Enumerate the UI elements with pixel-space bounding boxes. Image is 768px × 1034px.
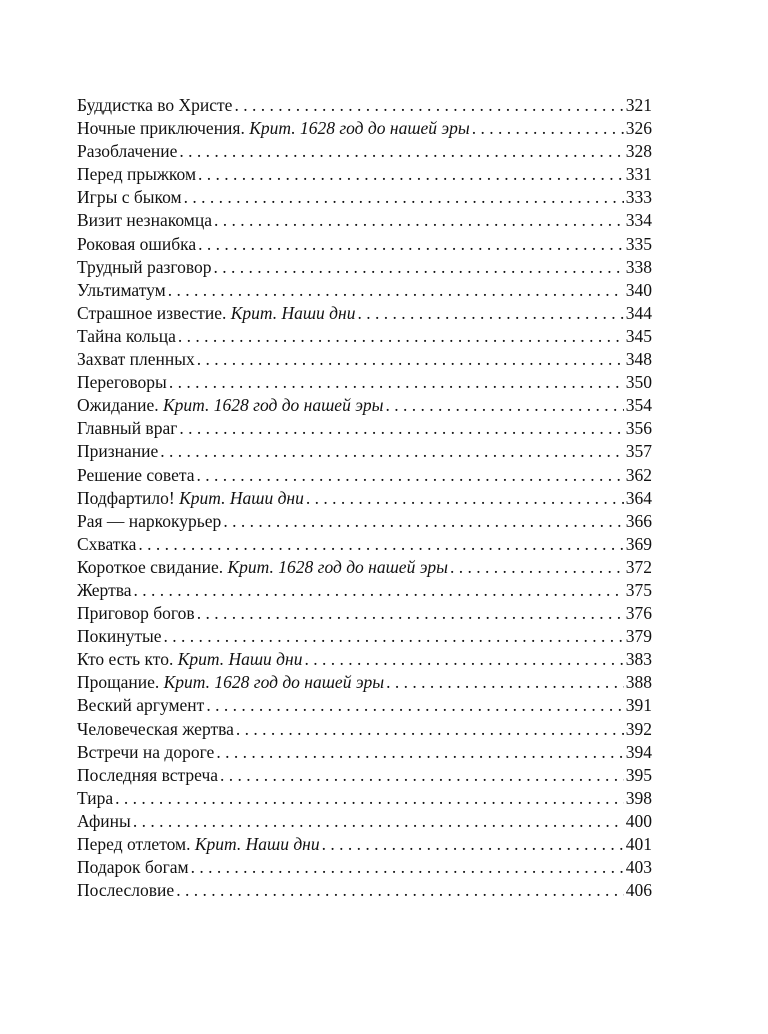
- toc-entry: [77, 279, 652, 302]
- dot-leader: [134, 579, 624, 602]
- toc-page-number: 326: [625, 118, 652, 139]
- toc-entry-chapter: Ультиматум: [77, 279, 166, 300]
- toc-entry-location: Крит. Наши дни: [179, 487, 304, 508]
- toc-entry-location: Крит. Наши дни: [177, 649, 303, 670]
- toc-entry-location: Крит. 1628 год до нашей эры: [227, 556, 449, 577]
- toc-entry-chapter: Рая — наркокурьер: [77, 510, 222, 531]
- toc-entry: [77, 833, 652, 856]
- toc-entry: [77, 302, 652, 325]
- toc-page-number: 344: [625, 302, 652, 323]
- toc-page-number: 398: [625, 787, 652, 808]
- toc-entry: [77, 94, 652, 117]
- toc-entry-chapter: Приговор богов: [77, 603, 195, 624]
- dot-leader: [214, 209, 624, 232]
- toc-entry-title: [77, 279, 166, 302]
- dot-leader: [306, 487, 624, 510]
- toc-entry: [77, 741, 652, 764]
- dot-leader: [184, 186, 624, 209]
- dot-leader: [179, 140, 623, 163]
- toc-entry-chapter: Короткое свидание.: [77, 556, 224, 577]
- toc-page-number: 392: [625, 718, 652, 739]
- toc-page-number: 338: [625, 256, 652, 277]
- dot-leader: [223, 510, 623, 533]
- toc-entry: [77, 648, 652, 671]
- toc-entry-chapter: Трудный разговор: [77, 256, 212, 277]
- toc-entry-title: [77, 741, 214, 764]
- toc-entry-chapter: Афины: [77, 810, 131, 831]
- dot-leader: [472, 117, 624, 140]
- toc-page-number: 340: [625, 279, 652, 300]
- toc-entry-title: [77, 94, 232, 117]
- dot-leader: [304, 648, 623, 671]
- toc-page-number: 334: [625, 210, 652, 231]
- toc-entry-chapter: Встречи на дороге: [77, 741, 215, 762]
- toc-page-number: 362: [625, 464, 652, 485]
- toc-entry-location: Крит. Наши дни: [194, 834, 320, 854]
- toc-entry-chapter: Страшное известие.: [77, 302, 227, 323]
- dot-leader: [322, 833, 624, 856]
- toc-entry: [77, 625, 652, 648]
- toc-entry-chapter: Буддистка во Христе: [77, 95, 233, 115]
- toc-page-number: 400: [625, 810, 652, 831]
- toc-entry: [77, 394, 652, 417]
- toc-entry: [77, 602, 652, 625]
- toc-page-number: 356: [625, 418, 652, 439]
- toc-entry-title: [77, 256, 212, 279]
- toc-entry-title: [77, 879, 174, 902]
- toc-entry: [77, 579, 652, 602]
- toc-entry-title: [77, 856, 189, 879]
- toc-entry: [77, 694, 652, 717]
- dot-leader: [168, 279, 624, 302]
- dot-leader: [357, 302, 623, 325]
- toc-page-number: 391: [625, 695, 652, 716]
- toc-entry: [77, 556, 652, 579]
- toc-entry-chapter: Тира: [77, 787, 114, 808]
- toc-entry-title: [77, 233, 196, 256]
- toc-page-number: 357: [625, 441, 652, 462]
- dot-leader: [178, 325, 624, 348]
- toc-entry-title: [77, 487, 304, 510]
- toc-entry-chapter: Подарок богам: [77, 857, 189, 878]
- toc-entry: [77, 856, 652, 879]
- toc-entry-chapter: Покинутые: [77, 626, 162, 647]
- toc-entry-chapter: Последняя встреча: [77, 764, 219, 785]
- toc-entry: [77, 417, 652, 440]
- toc-entry-chapter: Разоблачение: [77, 141, 178, 162]
- dot-leader: [176, 879, 624, 902]
- toc-entry: [77, 440, 652, 463]
- dot-leader: [197, 348, 624, 371]
- dot-leader: [216, 741, 623, 764]
- toc-entry-location: Крит. 1628 год до нашей эры: [163, 672, 385, 693]
- toc-entry-chapter: Ожидание.: [77, 395, 159, 416]
- toc-entry-title: [77, 694, 204, 717]
- toc-page-number: 364: [625, 487, 652, 508]
- table-of-contents: [77, 94, 652, 902]
- toc-entry-title: [77, 764, 218, 787]
- toc-entry-title: [77, 371, 167, 394]
- toc-entry: [77, 671, 652, 694]
- toc-entry: [77, 140, 652, 163]
- dot-leader: [450, 556, 624, 579]
- toc-entry-title: [77, 579, 132, 602]
- toc-page-number: 379: [625, 626, 652, 647]
- toc-entry-chapter: Схватка: [77, 533, 137, 554]
- toc-page-number: 345: [625, 325, 652, 346]
- toc-entry: [77, 764, 652, 787]
- toc-page-number: 372: [625, 556, 652, 577]
- toc-entry-title: [77, 718, 234, 741]
- toc-entry: [77, 186, 652, 209]
- dot-leader: [138, 533, 623, 556]
- toc-entry: [77, 810, 652, 833]
- dot-leader: [115, 787, 624, 810]
- toc-entry-chapter: Визит незнакомца: [77, 210, 212, 231]
- toc-entry-chapter: Решение совета: [77, 464, 195, 485]
- toc-entry: [77, 787, 652, 810]
- dot-leader: [386, 394, 624, 417]
- dot-leader: [164, 625, 624, 648]
- toc-entry-chapter: Перед прыжком: [77, 164, 197, 185]
- toc-page-number: 331: [625, 164, 652, 185]
- toc-entry-chapter: Прощание.: [77, 672, 160, 693]
- toc-entry: [77, 117, 652, 140]
- dot-leader: [214, 256, 624, 279]
- toc-entry-chapter: Перед отлетом.: [77, 834, 191, 854]
- toc-entry-title: [77, 163, 196, 186]
- toc-page-number: 376: [625, 603, 652, 624]
- dot-leader: [160, 440, 623, 463]
- toc-entry-title: [77, 810, 131, 833]
- toc-entry-chapter: Ночные приключения.: [77, 118, 245, 139]
- toc-entry-chapter: Кто есть кто.: [77, 649, 174, 670]
- toc-entry-chapter: Переговоры: [77, 372, 167, 393]
- dot-leader: [196, 464, 623, 487]
- toc-page-number: 383: [625, 649, 652, 670]
- dot-leader: [179, 417, 623, 440]
- toc-entry-title: [77, 648, 302, 671]
- toc-page-number: 366: [625, 510, 652, 531]
- toc-entry: [77, 163, 652, 186]
- toc-entry: [77, 718, 652, 741]
- toc-entry-chapter: Послесловие: [77, 880, 175, 901]
- toc-page-number: 350: [625, 372, 652, 393]
- toc-page-number: 375: [625, 579, 652, 600]
- dot-leader: [236, 718, 624, 741]
- toc-entry: [77, 487, 652, 510]
- toc-page-number: 406: [625, 880, 652, 901]
- toc-entry-chapter: Подфартило!: [77, 487, 175, 508]
- toc-entry-location: Крит. 1628 год до нашей эры: [249, 118, 470, 139]
- toc-entry-title: [77, 533, 136, 556]
- toc-entry-title: [77, 602, 195, 625]
- toc-entry: [77, 256, 652, 279]
- toc-entry-title: [77, 394, 384, 417]
- toc-entry-chapter: Человеческая жертва: [77, 718, 234, 739]
- toc-entry: [77, 325, 652, 348]
- toc-entry-chapter: Веский аргумент: [77, 695, 205, 716]
- toc-entry-chapter: Тайна кольца: [77, 325, 176, 346]
- toc-entry-title: [77, 625, 162, 648]
- dot-leader: [198, 163, 624, 186]
- toc-entry-title: [77, 787, 113, 810]
- dot-leader: [169, 371, 624, 394]
- toc-entry-title: [77, 117, 470, 140]
- toc-page-number: 328: [625, 141, 652, 162]
- toc-entry: [77, 209, 652, 232]
- toc-entry-chapter: Игры с быком: [77, 187, 182, 208]
- dot-leader: [133, 810, 624, 833]
- toc-entry: [77, 371, 652, 394]
- dot-leader: [198, 233, 624, 256]
- toc-entry-title: [77, 348, 195, 371]
- toc-page-number: 348: [625, 349, 652, 370]
- toc-page-number: 321: [625, 95, 652, 115]
- toc-entry: [77, 533, 652, 556]
- toc-entry-title: [77, 302, 355, 325]
- dot-leader: [234, 94, 623, 117]
- toc-entry-title: [77, 671, 384, 694]
- toc-entry-title: [77, 510, 221, 533]
- toc-entry-location: Крит. Наши дни: [230, 302, 356, 323]
- toc-entry: [77, 879, 652, 902]
- toc-page-number: 394: [625, 741, 652, 762]
- toc-entry-title: [77, 140, 177, 163]
- toc-entry-chapter: Захват пленных: [77, 349, 195, 370]
- toc-page-number: 395: [625, 764, 652, 785]
- dot-leader: [197, 602, 624, 625]
- toc-entry-title: [77, 209, 212, 232]
- toc-entry-title: [77, 556, 448, 579]
- toc-entry-chapter: Жертва: [77, 579, 132, 600]
- toc-page-number: 401: [625, 834, 652, 854]
- toc-page-number: 388: [625, 672, 652, 693]
- toc-entry-title: [77, 186, 182, 209]
- toc-entry: [77, 233, 652, 256]
- toc-page-number: 369: [625, 533, 652, 554]
- toc-entry-title: [77, 440, 158, 463]
- dot-leader: [206, 694, 623, 717]
- toc-page-number: 335: [625, 233, 652, 254]
- toc-page-number: 403: [625, 857, 652, 878]
- toc-entry-title: [77, 325, 176, 348]
- toc-entry-location: Крит. 1628 год до нашей эры: [163, 395, 384, 416]
- toc-entry-title: [77, 417, 177, 440]
- toc-entry: [77, 464, 652, 487]
- dot-leader: [191, 856, 624, 879]
- dot-leader: [220, 764, 624, 787]
- toc-entry-chapter: Роковая ошибка: [77, 233, 197, 254]
- toc-page-number: 354: [625, 395, 652, 416]
- toc-entry-chapter: Главный враг: [77, 418, 178, 439]
- dot-leader: [386, 671, 624, 694]
- toc-entry: [77, 510, 652, 533]
- toc-entry-title: [77, 464, 194, 487]
- toc-entry: [77, 348, 652, 371]
- toc-entry-chapter: Признание: [77, 441, 159, 462]
- toc-page-number: 333: [625, 187, 652, 208]
- toc-entry-title: [77, 833, 320, 856]
